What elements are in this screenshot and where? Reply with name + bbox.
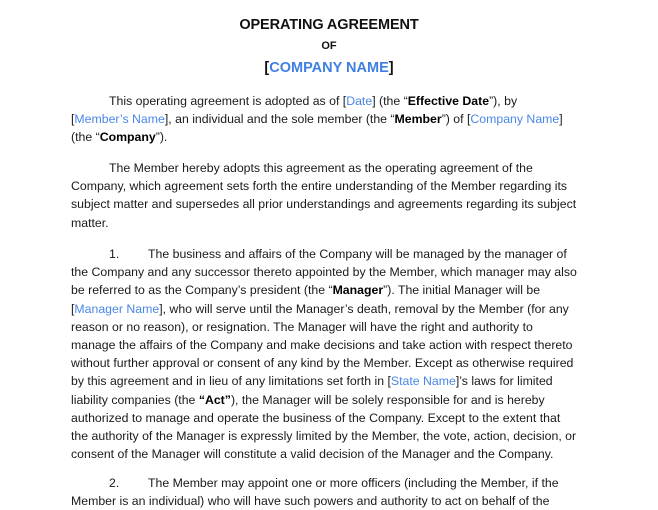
text: The Member may appoint one or more officers (including the Member, if the Member is an individual) who will have such powers and authority to act on behalf of the bbox=[71, 476, 559, 509]
document-subtitle: OF bbox=[321, 40, 337, 52]
document-title: OPERATING AGREEMENT bbox=[239, 17, 419, 33]
text: ], an individual and the sole member (the “ bbox=[164, 112, 395, 127]
company-name-placeholder[interactable]: COMPANY NAME bbox=[269, 60, 389, 76]
adoption-paragraph bbox=[71, 159, 577, 232]
defined-term-effective-date: Effective Date bbox=[407, 94, 490, 108]
defined-term-member: Member bbox=[394, 112, 442, 127]
text: The business and affairs of the Company will be managed by the manager of the Company and any successor thereto appointed by the Member, which manager may also be referred to as the Company’s president (the “ bbox=[71, 247, 577, 298]
company-name-inline-placeholder[interactable]: Company Name bbox=[470, 112, 560, 127]
adoption-text: The Member hereby adopts this agreement as the operating agreement of the Company, which agreement sets forth the entire understanding of the Member regarding its subject matter and supersedes all prior understandings and agreements regarding its subject matter. bbox=[71, 161, 577, 230]
section-number: 1. bbox=[109, 247, 120, 261]
section-2-paragraph bbox=[71, 474, 577, 510]
text: ”). The initial Manager will be [ bbox=[71, 283, 541, 316]
text: ”), by [ bbox=[71, 94, 518, 127]
text: ”) of [ bbox=[441, 112, 471, 127]
manager-name-placeholder[interactable]: Manager Name bbox=[74, 301, 160, 316]
text: This operating agreement is adopted as of [ bbox=[109, 94, 347, 108]
section-1-paragraph bbox=[71, 245, 577, 463]
text: ]’s laws for limited liability companies (the bbox=[71, 374, 553, 407]
member-name-placeholder[interactable]: Member’s Name bbox=[74, 112, 165, 127]
text: ”). bbox=[155, 130, 168, 145]
text: ], who will serve until the Manager’s death, removal by the Member (for any reason or no reason), or resignation. The Manager will have the right and authority to manage the affairs of the Company and make decisions and take action with respect thereto without further approval or consent of any kind by the Member. Except as otherwise required by this agreement and in lieu of any limitations set forth in [ bbox=[71, 301, 574, 389]
intro-paragraph bbox=[71, 92, 577, 147]
text: ] (the “ bbox=[372, 94, 408, 108]
defined-term-company: Company bbox=[99, 130, 156, 145]
defined-term-act: “Act” bbox=[198, 392, 231, 407]
company-name-heading: [COMPANY NAME] bbox=[264, 60, 394, 76]
text: ), the Manager will be solely responsible for and is hereby authorized to manage and operate the business of the Company. Except to the extent that the authority of the Manager is expressly limited by the Member, the vote, action, decision, or consent of the Manager will constitute a valid decision of the Manager and the Company. bbox=[71, 392, 577, 462]
section-number: 2. bbox=[109, 476, 120, 490]
text: ] (the “ bbox=[71, 112, 563, 145]
date-placeholder[interactable]: Date bbox=[346, 94, 373, 108]
state-name-placeholder[interactable]: State Name bbox=[390, 374, 456, 389]
defined-term-manager: Manager bbox=[332, 283, 384, 298]
